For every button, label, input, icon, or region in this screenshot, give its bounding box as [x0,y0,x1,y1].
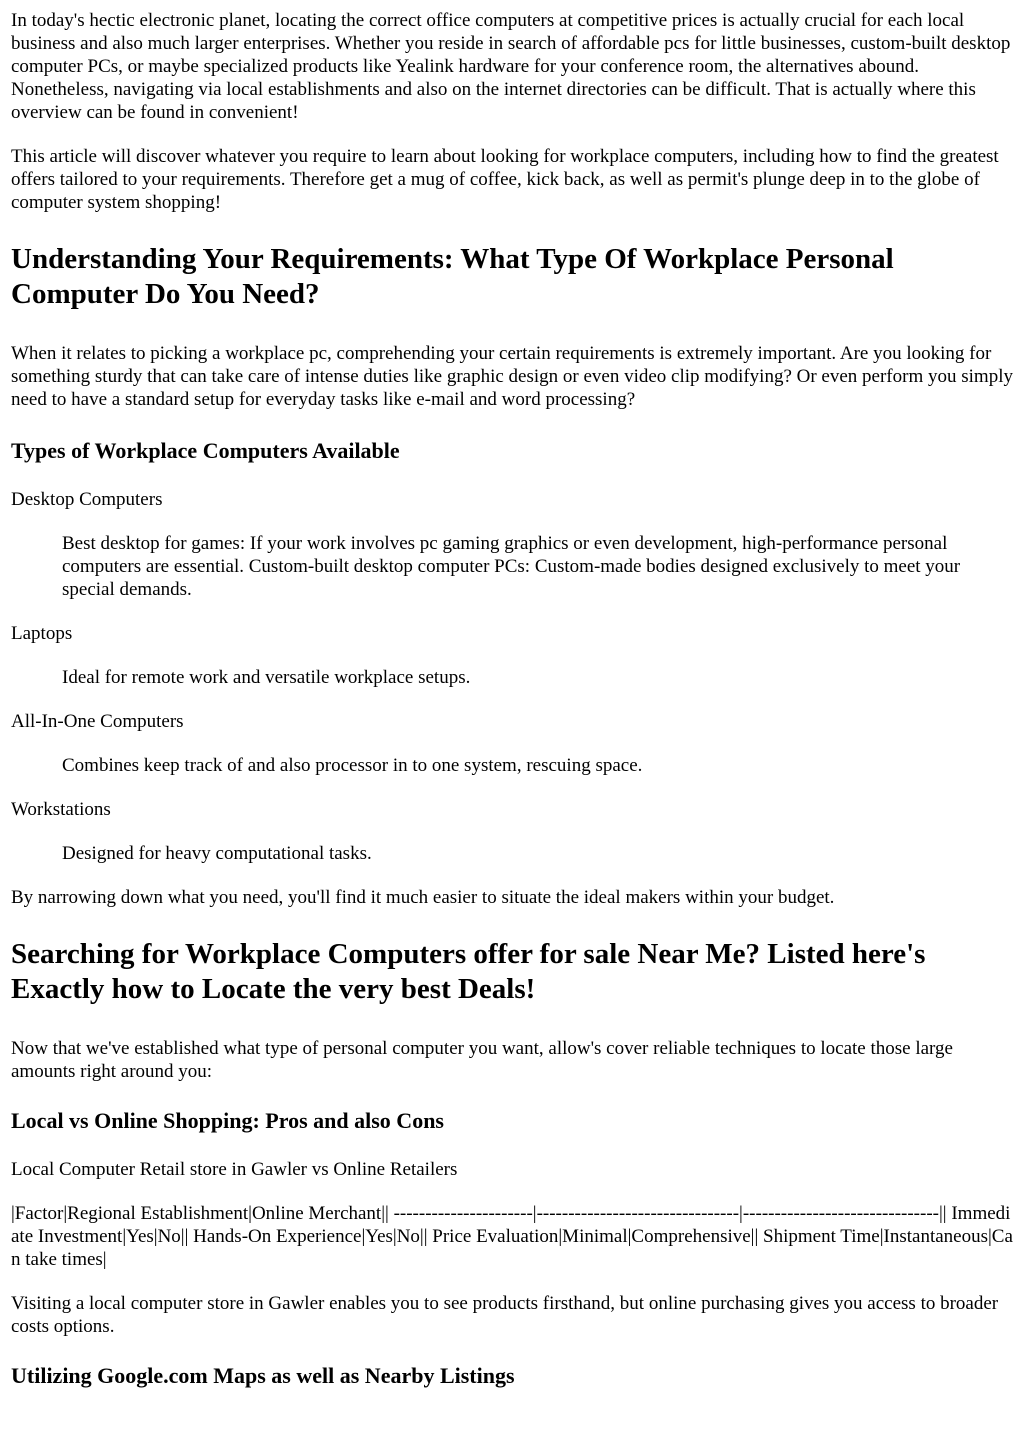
computer-types-list [11,488,1013,865]
requirements-paragraph: When it relates to picking a workplace pc, comprehending your certain requirements is extremely important. Are you looking for something sturdy that can take care of intense duties like graphic design or even video clip modifying? Or even perform you simply need to have a standard setup for everyday tasks like e-mail and word processing? [11,343,1013,410]
types-closing-paragraph: By narrowing down what you need, you'll find it much easier to situate the ideal makers within your budget. [11,887,835,908]
comparison-table-text: |Factor|Regional Establishment|Online Merchant|| ----------------------|--------------------------------|-------------------------------|| Immediate Investment|Yes|No|| Hands-On Experience|Yes|No|| Price Evaluation|Minimal|Comprehensive|| Shipment Time|Instantaneous|Can take times| [11,1203,1013,1270]
article [0,9,1024,1389]
type-term-laptops: Laptops [11,623,73,644]
intro-paragraph-1: In today's hectic electronic planet, locating the correct office computers at competitive prices is actually crucial for each local business and also much larger enterprises. Whether you reside in search of affordable pcs for little businesses, custom-built desktop computer PCs, or maybe specialized products like Yealink hardware for your conference room, the alternatives abound. Nonetheless, navigating via local establishments and also on the internet directories can be difficult. That is actually where this overview can be found in convenient! [11,10,1011,123]
local-vs-online-heading: Local vs Online Shopping: Pros and also Cons [11,1108,444,1133]
type-term-workstations: Workstations [11,799,111,820]
requirements-heading: Understanding Your Requirements: What Type Of Workplace Personal Computer Do You Need? [11,243,894,310]
intro-paragraph-2: This article will discover whatever you require to learn about looking for workplace computers, including how to find the greatest offers tailored to your requirements. Therefore get a mug of coffee, kick back, as well as permit's plunge deep in to the globe of computer system shopping! [11,146,999,213]
types-heading: Types of Workplace Computers Available [11,438,400,463]
type-desc-all-in-one: Combines keep track of and also processor in to one system, rescuing space. [62,755,643,776]
type-desc-desktop: Best desktop for games: If your work involves pc gaming graphics or even development, high-performance personal computers are essential. Custom-built desktop computer PCs: Custom-made bodies designed exclusively to meet your special demands. [62,533,961,600]
local-vs-online-paragraph: Visiting a local computer store in Gawler enables you to see products firsthand, but online purchasing gives you access to broader costs options. [11,1293,999,1337]
type-term-desktop: Desktop Computers [11,489,163,510]
google-maps-heading: Utilizing Google.com Maps as well as Nearby Listings [11,1363,515,1388]
type-desc-laptops: Ideal for remote work and versatile workplace setups. [62,667,471,688]
type-term-all-in-one: All-In-One Computers [11,711,184,732]
searching-paragraph: Now that we've established what type of personal computer you want, allow's cover reliable techniques to locate those large amounts right around you: [11,1038,953,1082]
searching-heading: Searching for Workplace Computers offer for sale Near Me? Listed here's Exactly how to Locate the very best Deals! [11,938,926,1005]
type-desc-workstations: Designed for heavy computational tasks. [62,843,372,864]
local-vs-online-subtitle: Local Computer Retail store in Gawler vs Online Retailers [11,1159,458,1180]
